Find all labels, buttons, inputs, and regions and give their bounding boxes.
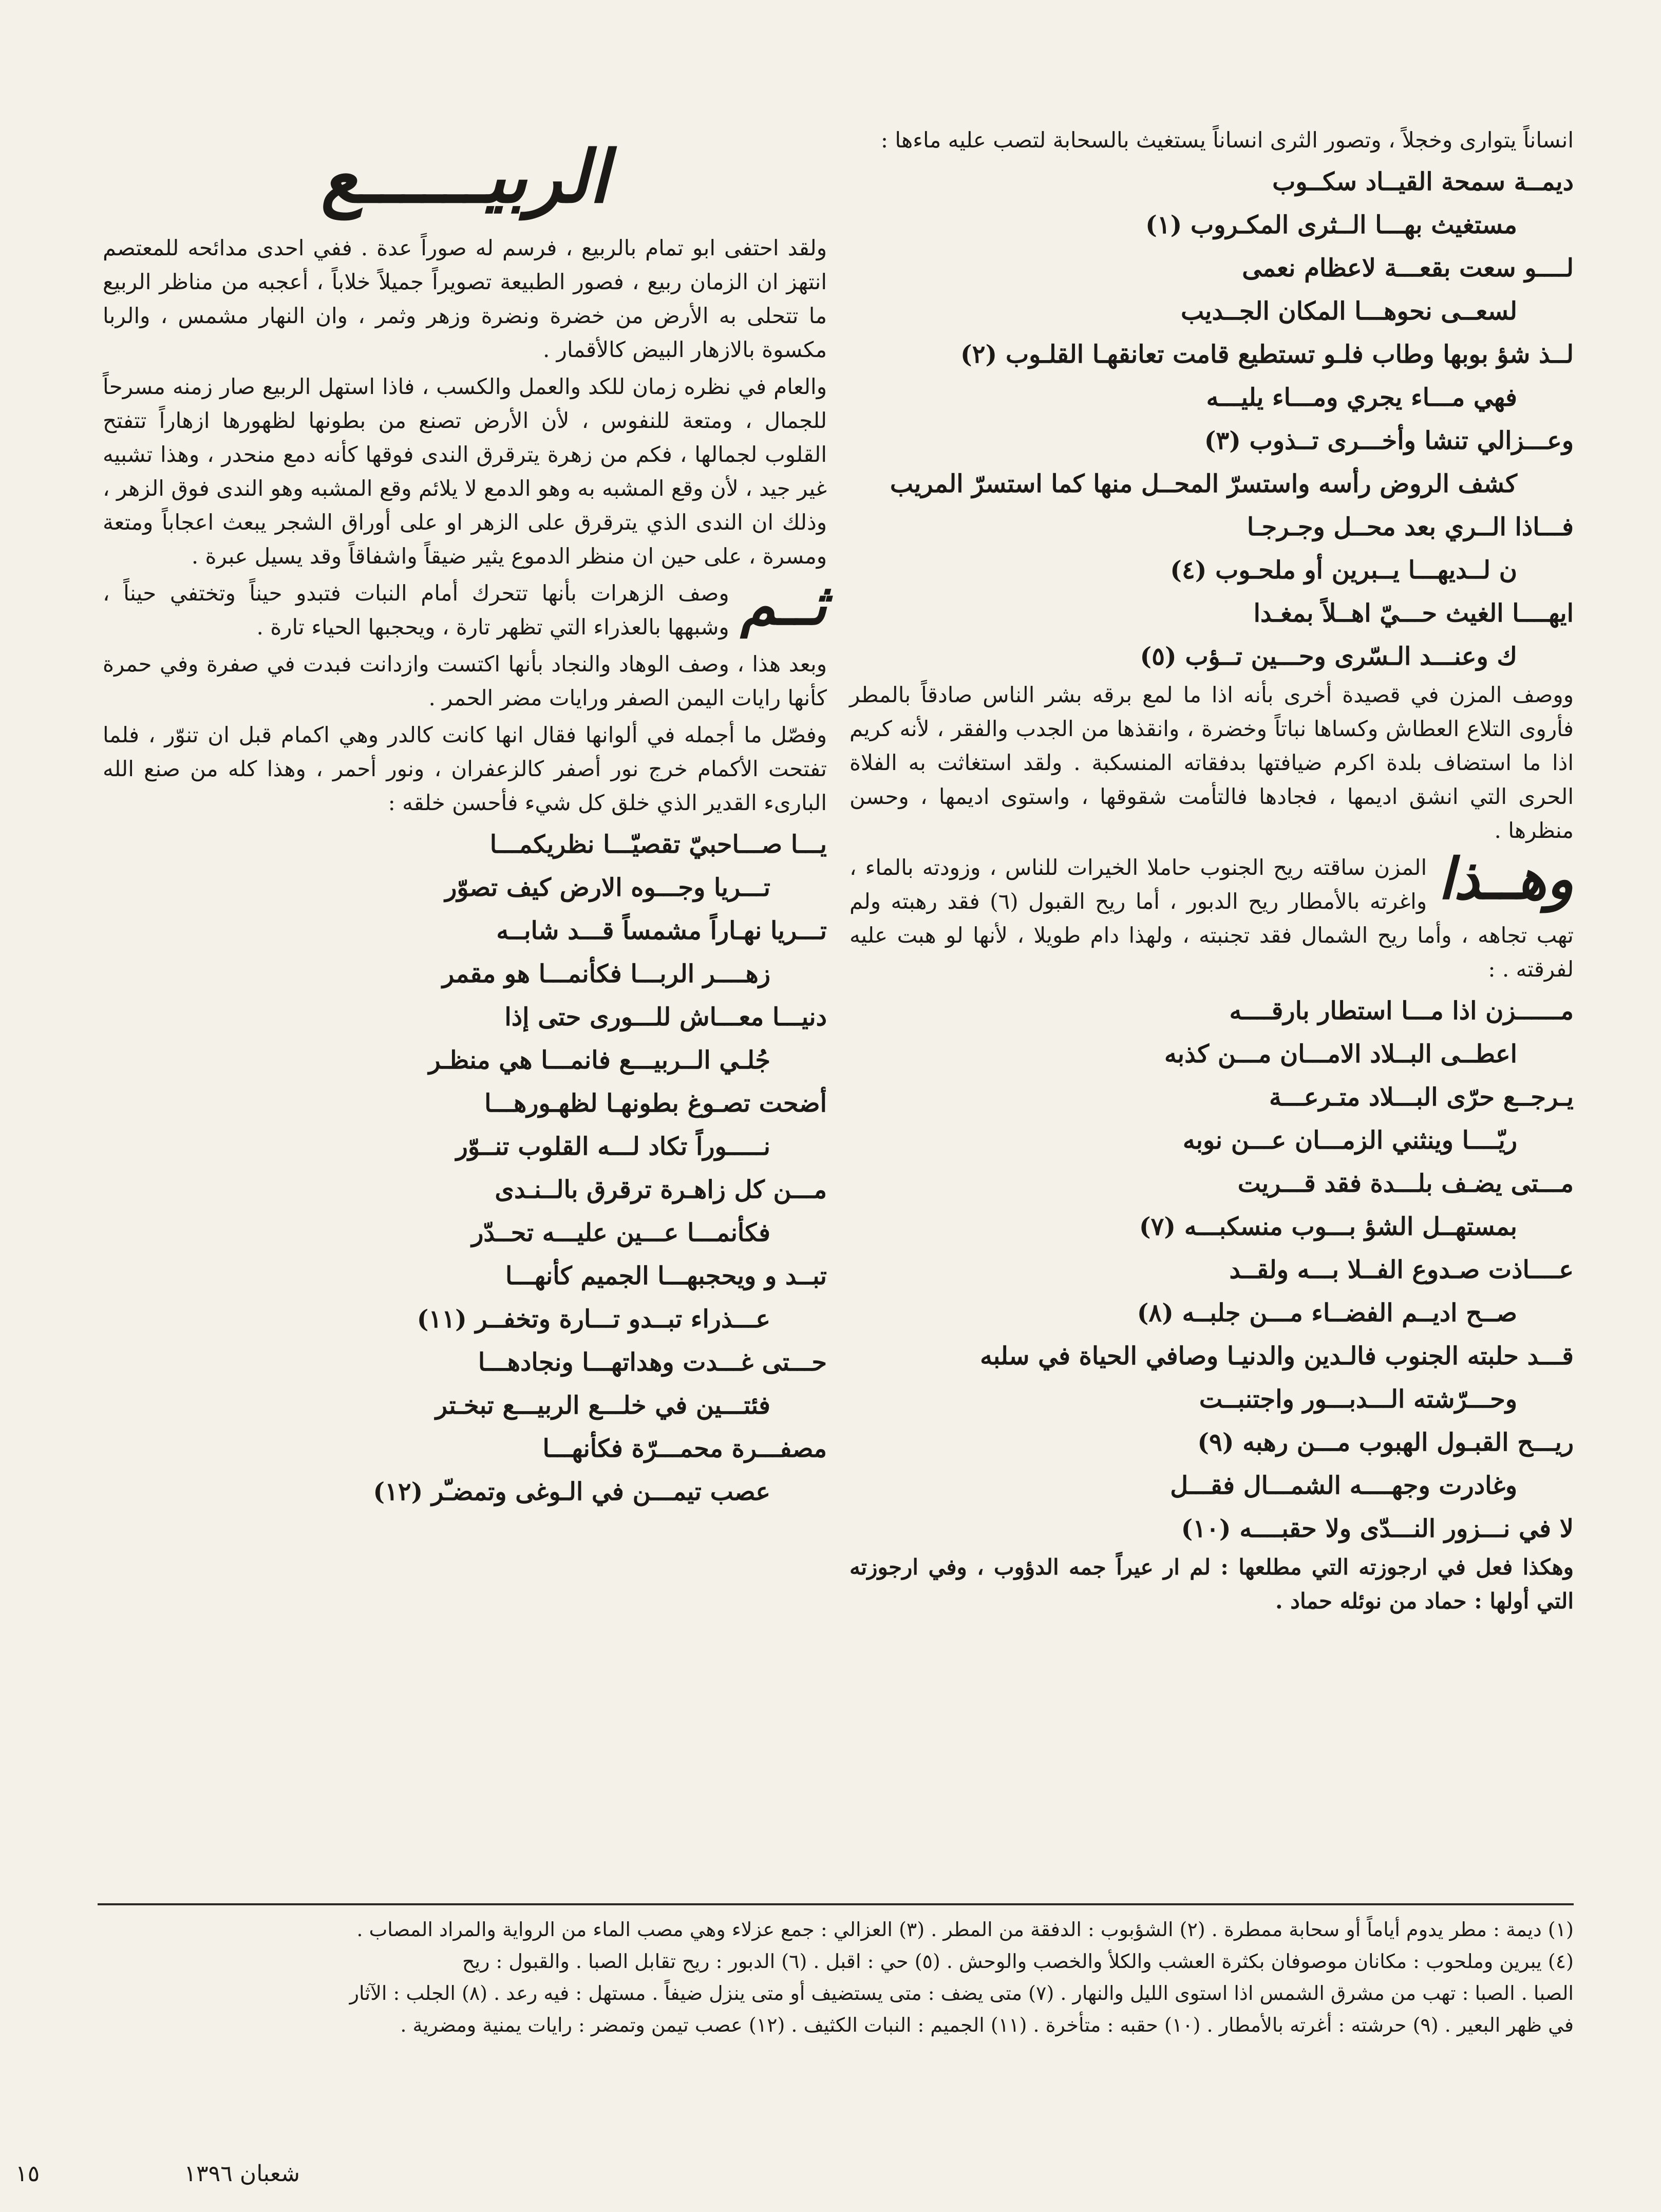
verse-line: جُلـي الــربيـــع فانمـــا هي منظـر <box>428 1046 770 1075</box>
verse-line: لــذ شؤ بوبها وطاب فلـو تستطيع قامت تعانقهـا القلـوب (٢) <box>960 340 1574 369</box>
rajaz-paragraph: وهكذا فعل في ارجوزته التي مطلعها : لم ار عيراً جمه الدؤوب ، وفي ارجوزته التي أولها : حماد من نوئله حماد . <box>850 1554 1574 1614</box>
verse-line: مـــتى يضـف بلـــدة فقد قـــريت <box>1237 1169 1574 1198</box>
verse-line: لــــو سعت بقعـــة لاعظام نعمى <box>1242 254 1574 283</box>
spring-paragraph-3-text: وصف الزهرات بأنها تتحرك أمام النبات فتبدو حيناً وتختفي حيناً ، وشبهها بالعذراء التي تظهر تارة ، ويحجبها الحياء تارة . <box>103 580 729 640</box>
verse-line: ن لــديهـــا يــبرين أو ملحـوب (٤) <box>1170 556 1517 585</box>
poem-3 <box>103 823 827 1513</box>
verse-line: دنيـــا معـــاش للـــورى حتى إذا <box>504 1003 827 1032</box>
verse-line: صــح اديــم الفضــاء مـــن جلبــه (٨) <box>1137 1299 1517 1327</box>
verse-line: فئتـــين في خلـــع الربيـــع تبخـتر <box>435 1391 770 1420</box>
muzn-paragraph: ووصف المزن في قصيدة أخرى بأنه اذا ما لمع برقه بشر الناس صادقاً بالمطر فأروى التلاع العطاش وكساها نباتاً وخضرة ، وانقذها من الجدب والفقر ، لأنه كريم اذا ما استضاف بلدة اكرم ضيافتها بدفقاته المنسكبة . ولقد استغاثت به الفلاة الحرى التي انشق اديمها ، فجادها فالتأمت شقوقها ، واستوى اديمها ، وحسن منظرها . <box>850 682 1574 843</box>
verse-line: فـــاذا الــري بعد محــل وجـرجـا <box>1247 513 1574 541</box>
right-column <box>850 123 1574 1621</box>
verse-line: فهي مـــاء يجري ومـــاء يليـــه <box>1206 383 1517 412</box>
verse-line: ك وعنـــد الـسّرى وحـــين تــؤب (٥) <box>1140 642 1517 671</box>
verse-line: اعطــى البــلاد الامـــان مـــن كذبه <box>1164 1040 1517 1068</box>
verse-line: نـــــوراً تكاد لـــه القلوب تنــوّر <box>456 1132 770 1161</box>
verse-line: لا في نـــزور النـــدّى ولا حقبــــه (١٠) <box>1181 1514 1574 1543</box>
verse-line: تبــد و ويحجبهـــا الجميم كأنهـــا <box>505 1262 827 1290</box>
verse-line: مستغيث بهـــا الــثرى المكـروب (١) <box>1145 211 1517 239</box>
dropcap-thumma: ثــم <box>740 571 827 638</box>
verse-line: حـــتى غـــدت وهداتهـــا ونجادهـــا <box>478 1348 827 1377</box>
footnote-line: (١) ديمة : مطر يدوم أياماً أو سحابة ممطرة . (٢) الشؤبوب : الدفقة من المطر . (٣) العزالي : جمع عزلاء وهي مصب الماء من الرواية والمراد المصاب . <box>356 1918 1574 1941</box>
spring-paragraph-4: وبعد هذا ، وصف الوهاد والنجاد بأنها اكتست وازدانت فبدت في صفرة وفي حمرة كأنها رايات اليمن الصفر ورايات مضر الحمر . <box>103 651 827 710</box>
verse-line: وغادرت وجهــــه الشمـــال فقـــل <box>1170 1471 1517 1500</box>
verse-line: مــــــزن اذا مـــا استطار بارقــــه <box>1229 997 1574 1025</box>
verse-line: عـــذراء تبــدو تـــارة وتخفــر (١١) <box>417 1305 770 1334</box>
section-title: الربيــــــع <box>320 135 609 219</box>
verse-line: أضحت تصـوغ بطونهـا لظهـورهـــا <box>484 1089 827 1118</box>
dropcap-wahadha: وهــذا <box>1438 846 1574 912</box>
wind-paragraph <box>850 846 1574 986</box>
verse-line: وحـــرّشته الـــدبـــور واجتنبــت <box>1199 1385 1517 1414</box>
page-footer <box>0 2161 1661 2202</box>
spring-paragraph-1: ولقد احتفى ابو تمام بالربيع ، فرسم له صوراً عدة . ففي احدى مدائحه للمعتصم انتهز ان الزمان ربيع ، فصور الطبيعة تصويراً جميلاً خلاباً ، أعجبه من مناظر الربيع ما تتحلى به الأرض من خضرة ونضرة وزهر وثمر ، وان النهار مشمس ، والربا مكسوة بالازهار البيض كالأقمار . <box>103 235 827 362</box>
verse-line: يـرجــع حرّى البـــلاد متـرعـــة <box>1269 1083 1574 1112</box>
intro-paragraph: انساناً يتوارى وخجلاً ، وتصور الثرى انساناً يستغيث بالسحابة لتصب عليه ماءها : <box>880 127 1574 153</box>
verse-line: ريـــح القبـول الهبوب مـــن رهبه (٩) <box>1197 1428 1574 1457</box>
verse-line: ايهــــا الغيث حـــيّ اهــلاً بمغـدا <box>1253 599 1574 628</box>
verse-line: بمستهــل الشؤ بـــوب منسكبـــه (٧) <box>1139 1212 1517 1241</box>
verse-line: تـــريا وجـــوه الارض كيف تصوّر <box>445 873 770 902</box>
verse-line: ريّــــا وينثني الزمـــان عـــن نوبه <box>1182 1126 1517 1155</box>
footnote-line: في ظهر البعير . (٩) حرشته : أغرته بالأمطار . (١٠) حقبه : متأخرة . (١١) الجميم : النبات الكثيف . (١٢) عصب تيمن وتمضر : رايات يمنية ومضرية . <box>400 2014 1574 2036</box>
footnotes <box>98 1914 1574 2041</box>
page-number: ١٥ <box>15 2161 40 2187</box>
wind-paragraph-text: المزن ساقته ريح الجنوب حاملا الخيرات للناس ، وزودته بالماء ، واغرته بالأمطار ريح الدبور ، أما ريح القبول (٦) فقد رهبته ولم تهب تجاهه ، وأما ريح الشمال فقد تجنبته ، ولهذا دام طويلا ، لأنها لو هبت عليه لفرقته . : <box>850 855 1574 982</box>
verse-line: يـــا صـــاحبيّ تقصيّـــا نظريكمـــا <box>489 830 827 859</box>
poem-1 <box>850 160 1574 678</box>
spring-paragraph-5: وفصّل ما أجمله في ألوانها فقال انها كانت كالدر وهي اكمام قبل ان تنوّر ، فلما تفتحت الأكمام خرج نور أصفر كالزعفران ، ونور أحمر ، وهذا كله من صنع الله البارىء القدير الذي خلق كل شيء فأحسن خلقه : <box>103 722 827 815</box>
issue-date: شعبان ١٣٩٦ <box>184 2161 300 2187</box>
verse-line: لسعــى نحوهـــا المكان الجــديب <box>1181 297 1517 326</box>
footnote-line: (٤) يبرين وملحوب : مكانان موصوفان بكثرة العشب والكلأ والخصب والوحش . (٥) حي : اقبل . (٦) الدبور : ريح تقابل الصبا . والقبول : ريح <box>462 1950 1574 1973</box>
verse-line: تـــريا نهـاراً مشمساً قـــد شابــه <box>496 916 827 945</box>
verse-line: مصفـــرة محمـــرّة فكأنهـــا <box>542 1434 827 1463</box>
spring-paragraph-2: والعام في نظره زمان للكد والعمل والكسب ، فاذا استهل الربيع صار زمنه مسرحاً للجمال ، ومتعة للنفوس ، لأن الأرض تصنع من بطونها لظهورها ازهاراً تتفتح القلوب لجمالها ، فكم من زهرة يترقرق الندى فوقها كأنه دمع منحدر ، وهذا تشبيه غير جيد ، لأن وقع المشبه به وهو الدمع لا يلائم وقع المشبه وهو الندى فوق الزهر ، وذلك ان الندى الذي يترقرق على الزهر او على أوراق الشجر يبعث اعجاباً ومتعة ومسرة ، على حين ان منظر الدموع يثير ضيقاً واشفاقاً وقد يسيل عبرة . <box>103 374 827 569</box>
left-column <box>103 134 827 1513</box>
verse-line: ديمــة سمحة القيــاد سكــوب <box>1272 167 1574 196</box>
spring-paragraph-3 <box>103 571 827 644</box>
verse-line: كشف الروض رأسه واستسرّ المحــل منها كما استسرّ المريب <box>890 470 1517 498</box>
verse-line: وعـــزالي تنشا وأخـــرى تــذوب (٣) <box>1204 426 1574 455</box>
verse-line: عــــاذت صـدوع الفــلا بـــه ولقــد <box>1229 1255 1574 1284</box>
footnote-divider <box>98 1903 1574 1905</box>
verse-line: مـــن كل زاهـرة ترقرق بالــنـدى <box>495 1175 827 1204</box>
verse-line: زهــــر الربـــا فكأنمـــا هو مقمر <box>442 960 770 988</box>
footnote-line: الصبا . الصبا : تهب من مشرق الشمس اذا استوى الليل والنهار . (٧) متى يضف : متى يستضيف أو متى ينزل ضيفاً . مستهل : فيه رعد . (٨) الجلب : الآثار <box>349 1982 1574 2004</box>
poem-2 <box>850 989 1574 1550</box>
verse-line: فكأنمـــا عـــين عليـــه تحــدّر <box>471 1219 770 1247</box>
verse-line: قـــد حلبته الجنوب فالـدين والدنيـا وصافي الحياة في سلبه <box>980 1342 1574 1371</box>
verse-line: عصب تيمـــن في الـوغى وتمضـّر (١٢) <box>373 1477 770 1506</box>
